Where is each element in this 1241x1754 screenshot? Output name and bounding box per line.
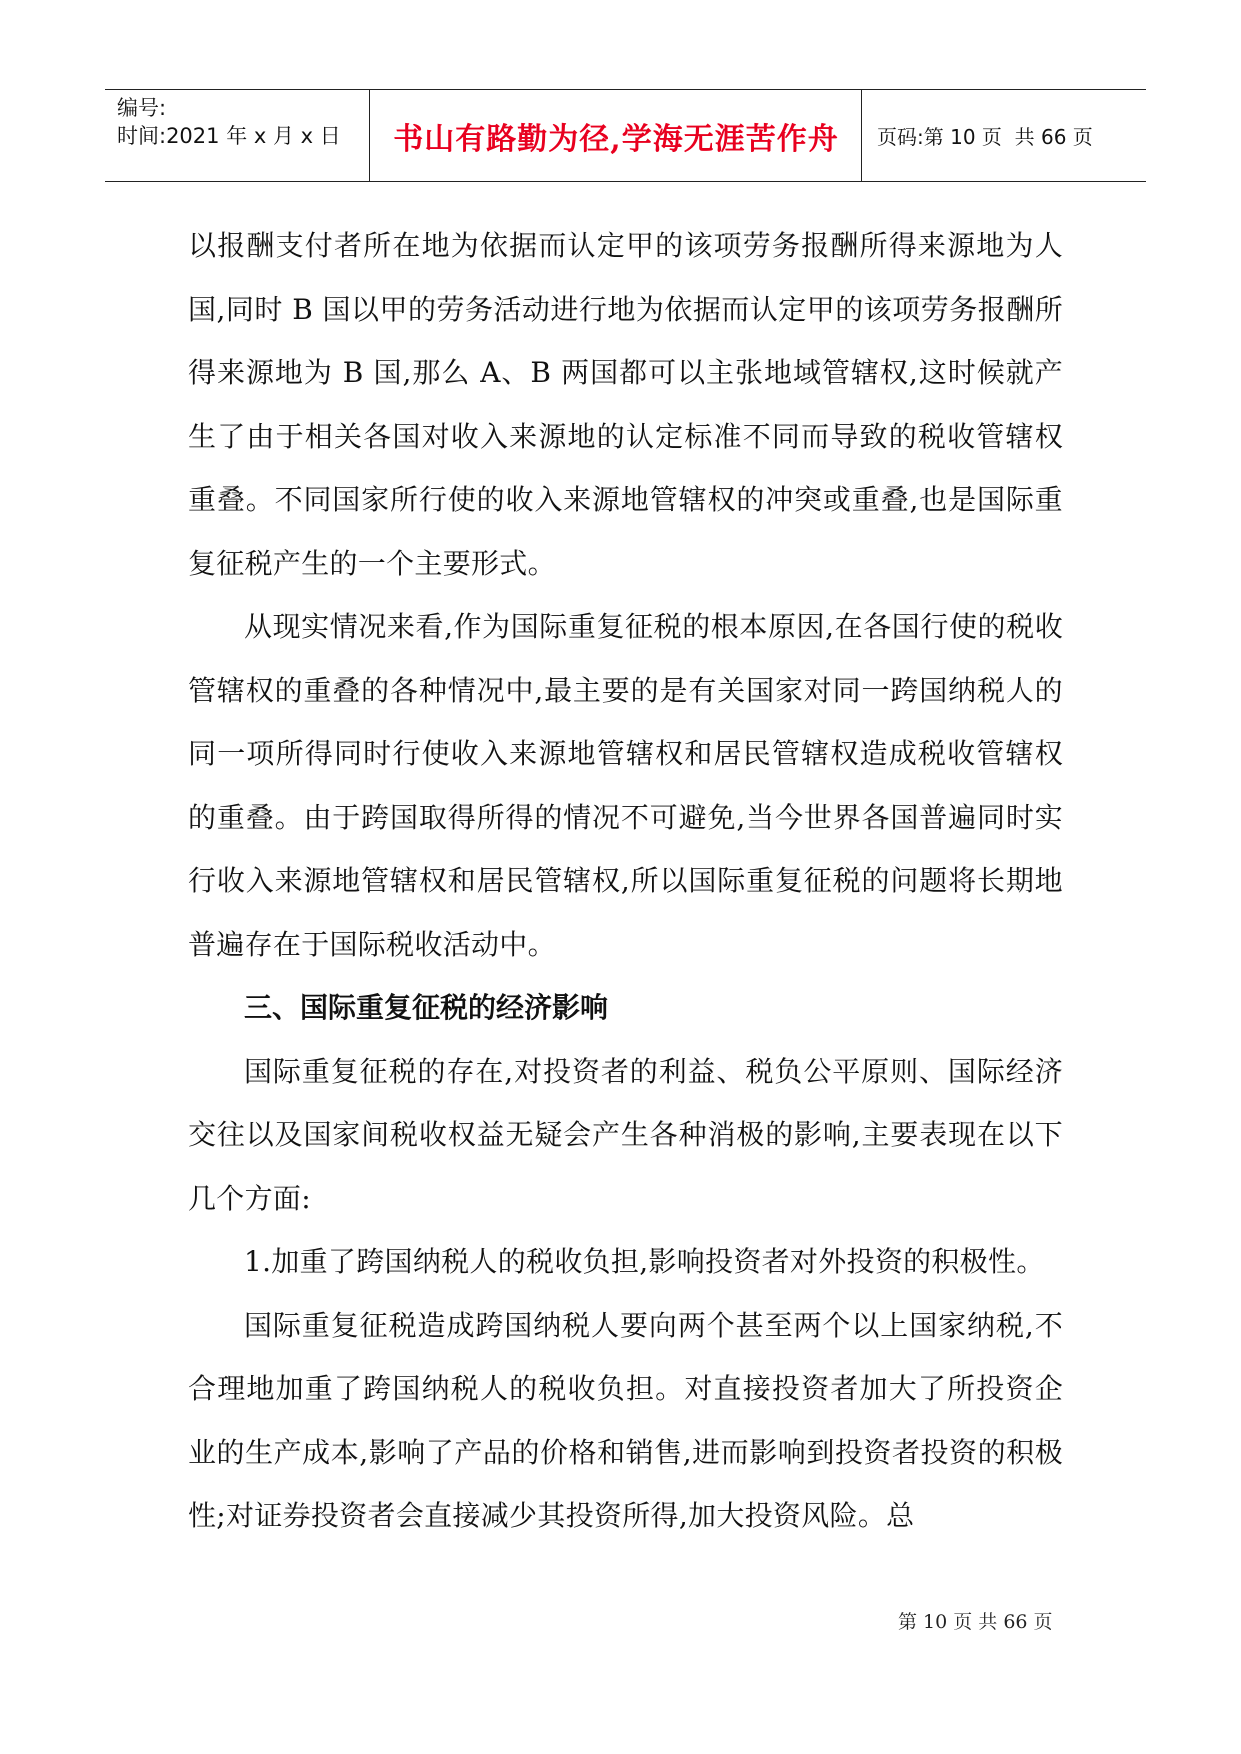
header-meta (117, 94, 341, 150)
header-divider (861, 90, 862, 181)
page-header (105, 89, 1146, 182)
paragraph: 国际重复征税造成跨国纳税人要向两个甚至两个以上国家纳税,不合理地加重了跨国纳税人的税收负担。对直接投资者加大了所投资企业的生产成本,影响了产品的价格和销售,进而影响到投资者投资的积极性;对证券投资者会直接减少其投资所得,加大投资风险。总 (188, 1308, 1063, 1532)
document-body (188, 214, 1063, 1548)
list-item-heading: 1.加重了跨国纳税人的税收负担,影响投资者对外投资的积极性。 (244, 1245, 1045, 1278)
header-divider (369, 90, 370, 181)
paragraph: 以报酬支付者所在地为依据而认定甲的该项劳务报酬所得来源地为人国,同时 B 国以甲的劳务活动进行地为依据而认定甲的该项劳务报酬所得来源地为 B 国,那么 A、B 两国都可以主张地域管辖权,这时候就产生了由于相关各国对收入来源地的认定标准不同而导致的税收管辖权重叠。不同国家所行使的收入来源地管辖权的冲突或重叠,也是国际重复征税产生的一个主要形式。 (188, 229, 1063, 580)
header-page-info: 页码:第 10 页 共 66 页 (877, 125, 1093, 149)
header-motto: 书山有路勤为径,学海无涯苦作舟 (393, 121, 839, 157)
time-label: 时间:2021 年 x 月 x 日 (117, 124, 341, 148)
page-footer: 第 10 页 共 66 页 (898, 1611, 1053, 1633)
serial-label: 编号: (117, 96, 167, 120)
paragraph: 国际重复征税的存在,对投资者的利益、税负公平原则、国际经济交往以及国家间税收权益无疑会产生各种消极的影响,主要表现在以下几个方面: (188, 1054, 1063, 1215)
paragraph: 从现实情况来看,作为国际重复征税的根本原因,在各国行使的税收管辖权的重叠的各种情况中,最主要的是有关国家对同一跨国纳税人的同一项所得同时行使收入来源地管辖权和居民管辖权造成税收管辖权的重叠。由于跨国取得所得的情况不可避免,当今世界各国普遍同时实行收入来源地管辖权和居民管辖权,所以国际重复征税的问题将长期地普遍存在于国际税收活动中。 (188, 610, 1063, 961)
section-heading: 三、国际重复征税的经济影响 (244, 991, 609, 1024)
